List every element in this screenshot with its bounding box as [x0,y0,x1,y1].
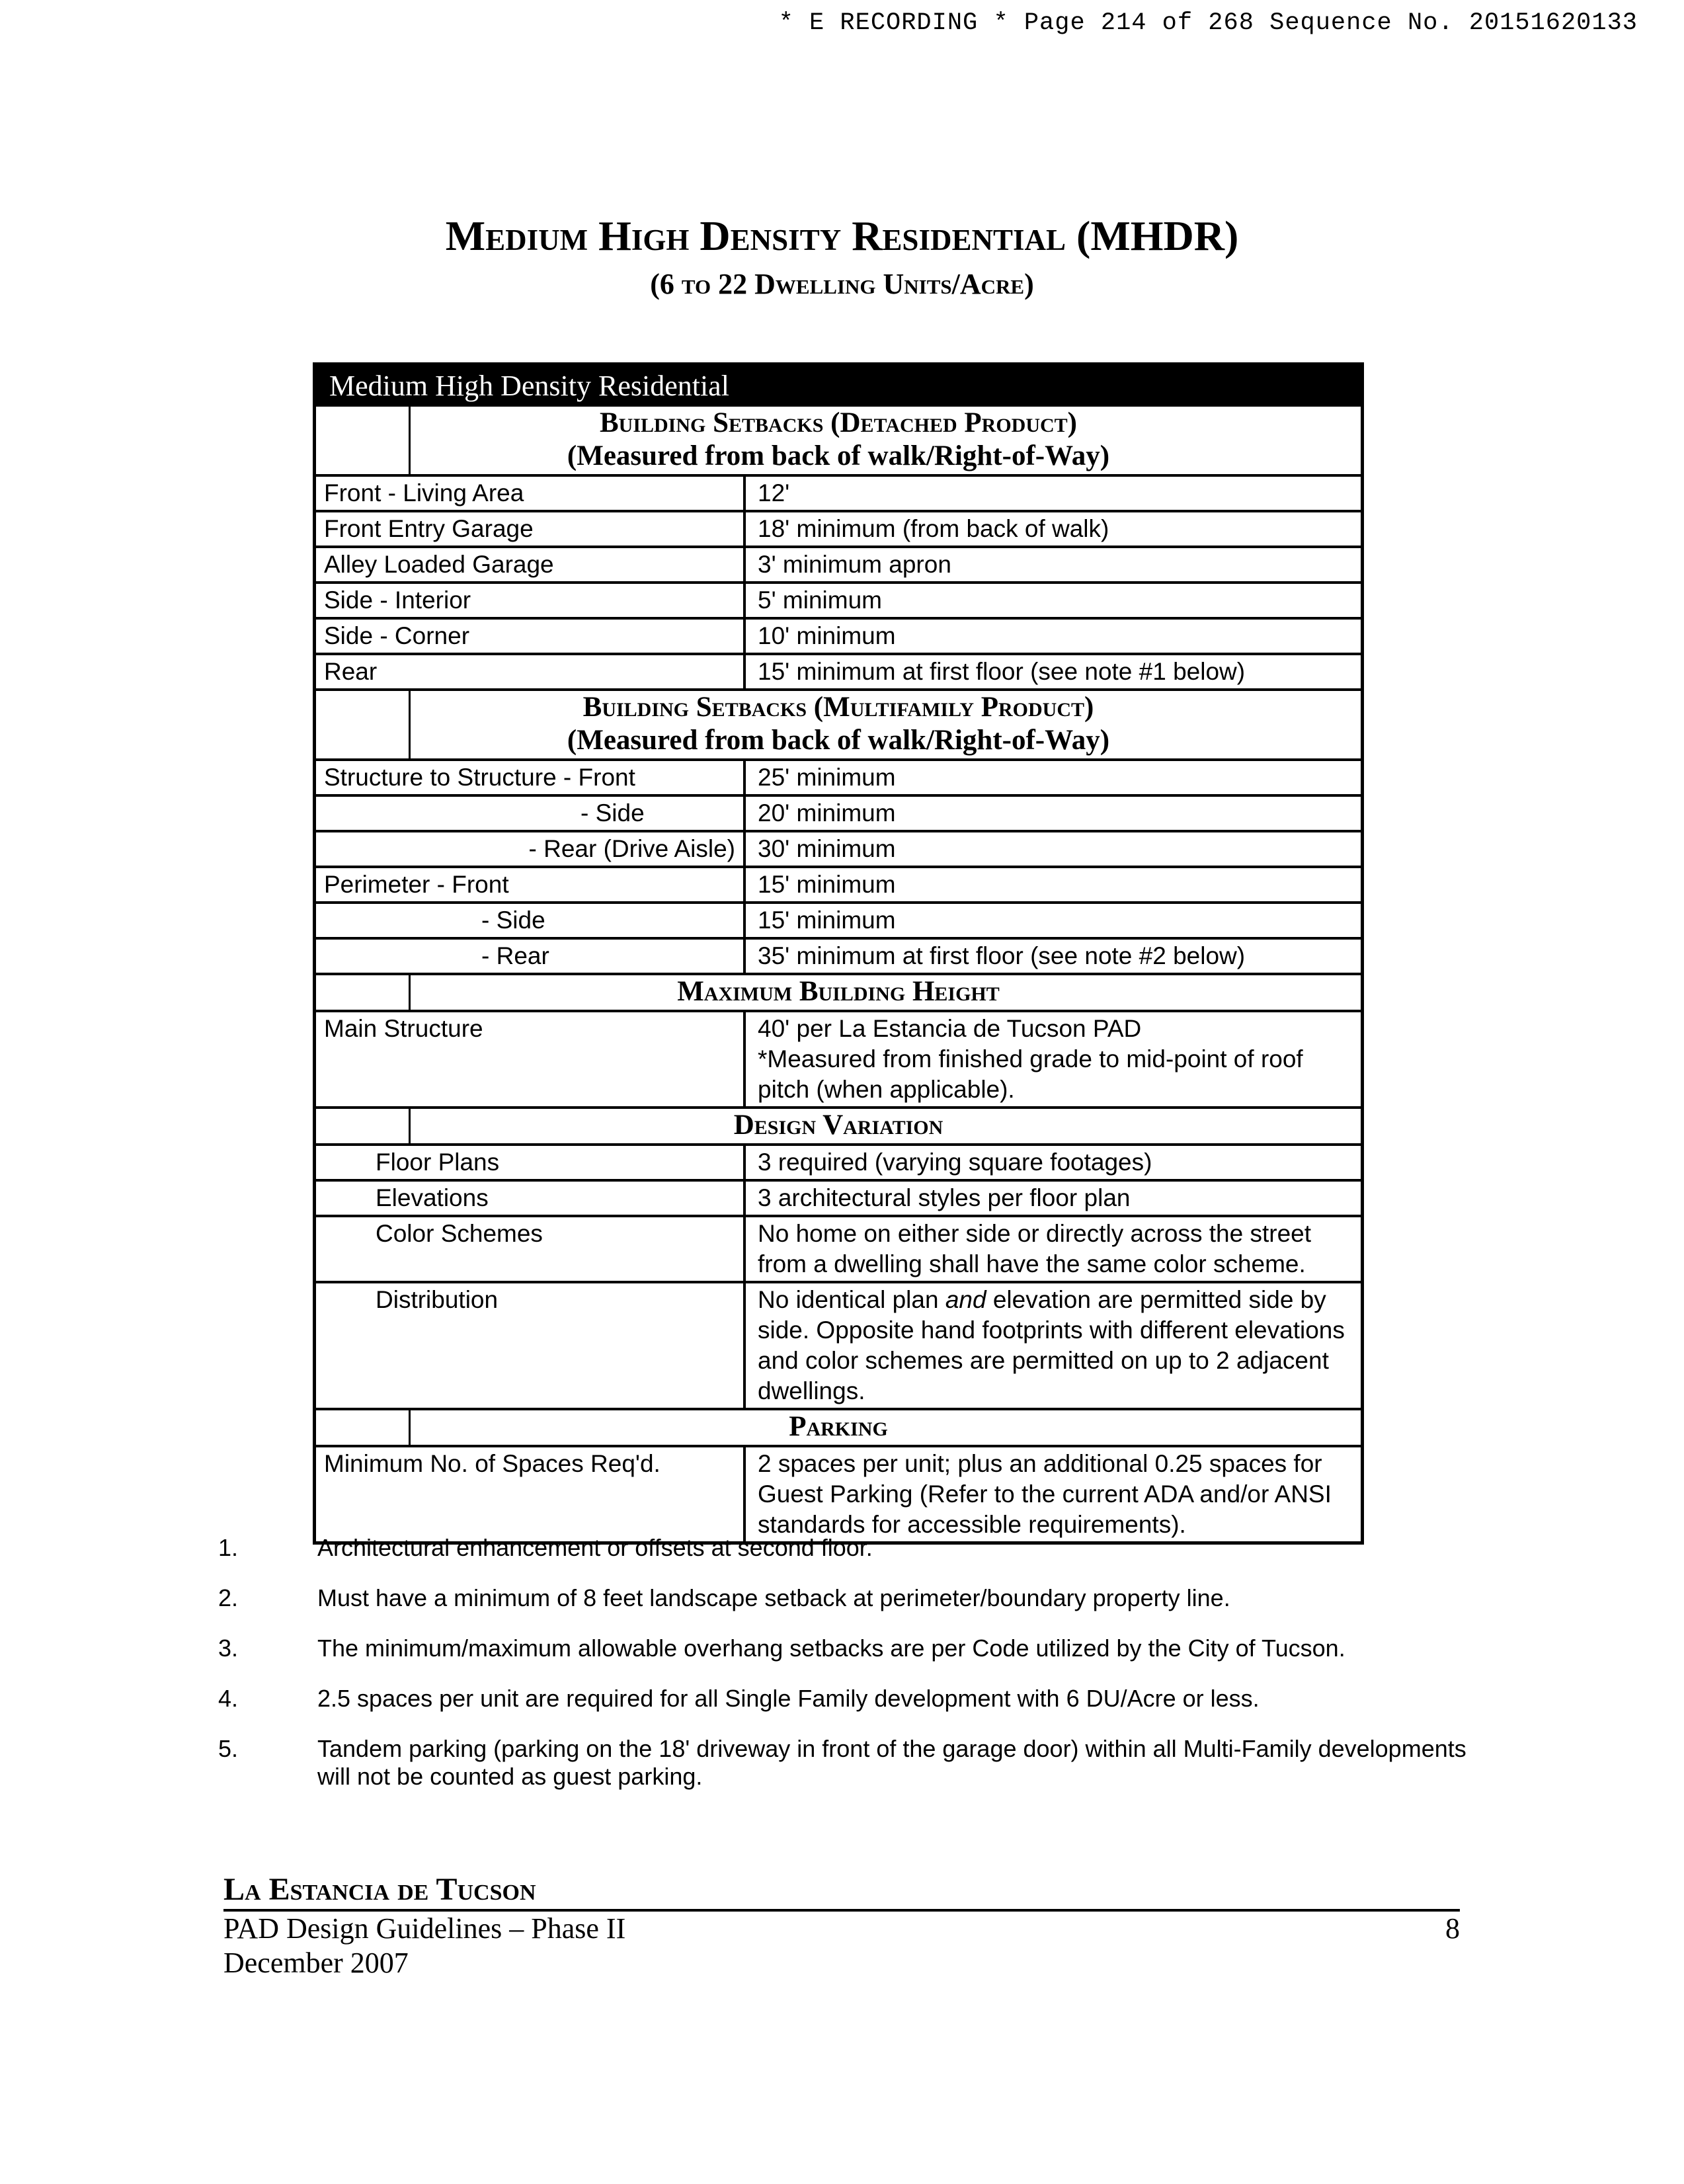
note-number: 1. [218,1534,239,1561]
note-text: Must have a minimum of 8 feet landscape setback at perimeter/boundary property line. [317,1584,1230,1611]
row-label: Color Schemes [316,1217,746,1281]
footer [223,1871,1460,1980]
distribution-text: No identical plan [758,1286,945,1313]
note-text: Tandem parking (parking on the 18' driveway in front of the garage door) within all Multi-Family developments will not be counted as guest parking. [317,1735,1466,1790]
row-label: Perimeter - Front [316,868,746,901]
row-value: No home on either side or directly across the street from a dwelling shall have the same color scheme. [758,1220,1311,1277]
row-value: 18' minimum (from back of walk) [758,515,1109,542]
table-row [316,546,1361,581]
row-value: 12' [758,479,790,506]
height-value-line: 40' per La Estancia de Tucson PAD [758,1015,1142,1042]
row-value: 3 required (varying square footages) [758,1149,1152,1176]
row-label: Side - Corner [316,620,746,653]
section-parking-title: Parking [789,1411,888,1442]
table-row [316,937,1361,973]
row-value: 25' minimum [758,764,896,791]
row-label: Rear [316,655,746,688]
note-number: 2. [218,1584,239,1611]
row-label: Distribution [316,1283,746,1408]
page-title: Medium High Density Residential (MHDR) [445,212,1239,259]
section-tick [409,691,411,758]
row-value: 15' minimum [758,871,896,898]
section-design-title: Design Variation [733,1110,943,1141]
row-label: Front Entry Garage [316,512,746,546]
row-label: - Rear (Drive Aisle) [316,832,746,866]
table-row [316,1215,1361,1281]
note-number: 5. [218,1735,239,1762]
row-value: 15' minimum at first floor (see note #1 below) [758,658,1246,685]
row-value: 3' minimum apron [758,551,951,578]
section-multifamily-title: Building Setbacks (Multifamily Product) [582,692,1094,723]
row-label: Alley Loaded Garage [316,548,746,581]
height-value-note: *Measured from finished grade to mid-point of roof pitch (when applicable). [758,1045,1303,1103]
table-row [316,1179,1361,1215]
distribution-text: elevation are permitted side by side. Opposite hand footprints with different elevations and color schemes are permitted on up to 2 adjacent dwellings. [758,1286,1345,1404]
table-row [316,758,1361,794]
list-item [218,1685,1474,1713]
row-value: 2 spaces per unit; plus an additional 0.25 spaces for Guest Parking (Refer to the current ADA and/or ANSI standards for accessible requirements). [758,1450,1332,1538]
page-subtitle: (6 to 22 Dwelling Units/Acre) [650,268,1034,300]
table-row [316,1281,1361,1408]
list-item [218,1635,1474,1662]
row-value: 3 architectural styles per floor plan [758,1184,1131,1211]
notes-list [218,1534,1474,1813]
note-number: 4. [218,1685,239,1712]
section-detached-subtitle: (Measured from back of walk/Right-of-Way) [567,440,1110,471]
section-tick [409,1109,411,1143]
recording-header: * E RECORDING * Page 214 of 268 Sequence No. 20151620133 [778,9,1638,37]
row-label: Elevations [316,1182,746,1215]
row-value: 5' minimum [758,586,882,614]
section-detached [316,407,1361,474]
row-label: - Side [316,797,746,830]
row-value: 10' minimum [758,622,896,649]
row-value: 15' minimum [758,907,896,934]
table-row [316,1445,1361,1541]
section-tick [409,975,411,1010]
row-label: Minimum No. of Spaces Req'd. [316,1447,746,1541]
footer-subtitle: PAD Design Guidelines – Phase II [223,1912,626,1945]
section-multifamily [316,688,1361,758]
table-row [316,1143,1361,1179]
row-label: Side - Interior [316,584,746,617]
table-row [316,794,1361,830]
table-row [316,1010,1361,1106]
list-item [218,1735,1474,1791]
note-text: 2.5 spaces per unit are required for all Single Family development with 6 DU/Acre or less. [317,1685,1260,1712]
row-value: 35' minimum at first floor (see note #2 below) [758,942,1246,969]
row-label: Structure to Structure - Front [316,761,746,794]
spec-table [313,362,1364,1545]
section-design [316,1106,1361,1143]
row-label: Front - Living Area [316,477,746,510]
distribution-emphasis: and [945,1286,986,1313]
row-label: Main Structure [316,1012,746,1106]
note-text: Architectural enhancement or offsets at second floor. [317,1534,873,1561]
note-text: The minimum/maximum allowable overhang setbacks are per Code utilized by the City of Tucson. [317,1635,1345,1662]
row-value: 20' minimum [758,799,896,827]
row-value [746,1283,1361,1408]
table-row [316,901,1361,937]
section-multifamily-subtitle: (Measured from back of walk/Right-of-Way) [567,725,1110,756]
table-row [316,866,1361,901]
section-tick [409,1410,411,1445]
table-row [316,581,1361,617]
table-header: Medium High Density Residential [316,366,1361,407]
note-number: 3. [218,1635,239,1662]
section-height-title: Maximum Building Height [677,976,1000,1007]
table-row [316,617,1361,653]
row-label: Floor Plans [316,1146,746,1179]
table-row [316,653,1361,688]
row-value [746,1012,1361,1106]
section-detached-title: Building Setbacks (Detached Product) [599,407,1077,438]
table-row [316,510,1361,546]
section-parking [316,1408,1361,1445]
footer-date: December 2007 [223,1947,409,1979]
page-number: 8 [1445,1912,1460,1945]
title-block [0,212,1684,301]
list-item [218,1534,1474,1562]
table-row [316,830,1361,866]
section-height [316,973,1361,1010]
footer-title: La Estancia de Tucson [223,1871,1460,1912]
row-label: - Rear [316,940,746,973]
row-value: 30' minimum [758,835,896,862]
section-tick [409,407,411,474]
footer-line [223,1912,1460,1946]
list-item [218,1584,1474,1612]
row-label: - Side [316,904,746,937]
table-row [316,474,1361,510]
